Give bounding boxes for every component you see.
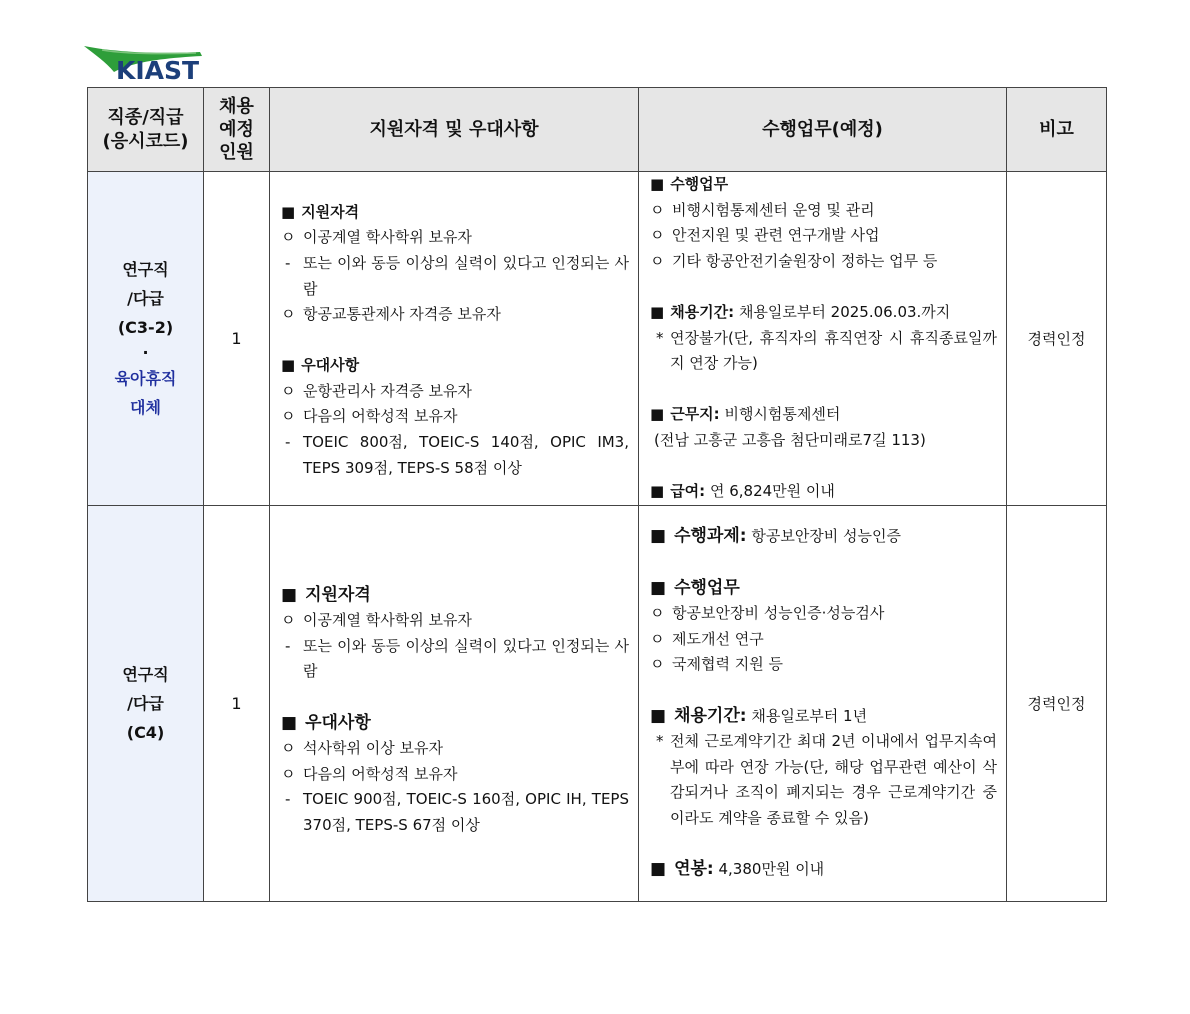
list-item-text: 또는 이와 동등 이상의 실력이 있다고 인정되는 사람: [303, 636, 629, 681]
circle-bullet-icon: ㅇ: [650, 604, 665, 623]
task-value: 항공보안장비 성능인증: [751, 527, 902, 546]
circle-bullet-icon: ㅇ: [281, 305, 296, 324]
qualification-heading-text: 지원자격: [301, 202, 360, 221]
square-bullet-icon: ■: [650, 526, 667, 547]
square-bullet-icon: ■: [281, 712, 298, 733]
list-item-text: 기타 항공안전기술원장이 정하는 업무 등: [672, 251, 938, 270]
pay-value: 연 6,824만원 이내: [709, 482, 835, 501]
period-value: 채용일로부터 1년: [751, 706, 868, 725]
pay-value: 4,380만원 이내: [718, 860, 825, 879]
table-row: [88, 172, 1107, 506]
place-value: 비행시험통제센터: [724, 405, 841, 424]
duties-cell: [639, 506, 1007, 902]
preference-heading-text: 우대사항: [305, 712, 371, 733]
list-item: [650, 601, 997, 627]
position-title: 연구직: [122, 260, 169, 279]
place-address: (전남 고흥군 고흥읍 첨단미래로7길 113): [654, 431, 926, 450]
list-item: [281, 430, 629, 481]
square-bullet-icon: ■: [281, 202, 296, 221]
circle-bullet-icon: ㅇ: [281, 381, 296, 400]
duties-heading-text: 수행업무: [674, 577, 740, 598]
header-count-line3: 인원: [219, 142, 254, 163]
position-special: 육아휴직: [114, 369, 177, 388]
header-count-line1: 채용: [219, 96, 254, 117]
list-item-text: 이공계열 학사학위 보유자: [303, 611, 472, 630]
position-dot: ·: [142, 343, 149, 362]
qualification-cell: [270, 172, 639, 506]
qualification-heading: [281, 200, 629, 226]
list-item: [650, 627, 997, 653]
dash-bullet-icon: -: [285, 253, 291, 272]
list-item: [281, 251, 629, 302]
list-item: [650, 326, 997, 377]
preference-heading: [281, 353, 629, 379]
table-row: [88, 506, 1107, 902]
note-cell: 경력인정: [1007, 172, 1107, 506]
list-item-text: 이공계열 학사학위 보유자: [303, 228, 472, 247]
qualification-cell: [270, 506, 639, 902]
task-label: 수행과제:: [674, 526, 747, 547]
list-item: [650, 198, 997, 224]
duties-heading: [650, 172, 997, 198]
dash-bullet-icon: -: [285, 790, 291, 809]
position-special-2: 대체: [130, 398, 161, 417]
dash-bullet-icon: -: [285, 433, 291, 452]
circle-bullet-icon: ㅇ: [281, 739, 296, 758]
list-item: [281, 302, 629, 328]
list-item: [650, 729, 997, 831]
qualification-heading: [281, 583, 629, 609]
list-item: [281, 634, 629, 685]
square-bullet-icon: ■: [281, 356, 296, 375]
list-item: [650, 223, 997, 249]
count-cell: 1: [204, 172, 270, 506]
header-duties: 수행업무(예정): [639, 88, 1007, 172]
position-code: (C4): [126, 723, 165, 742]
header-position-line1: 직종/직급: [107, 106, 184, 128]
square-bullet-icon: ■: [650, 175, 665, 194]
period-label: 채용기간:: [670, 303, 735, 322]
header-count-line2: 예정: [219, 119, 254, 140]
dash-bullet-icon: -: [285, 636, 291, 655]
period-note: 연장불가(단, 휴직자의 휴직연장 시 휴직종료일까지 연장 가능): [670, 328, 997, 373]
circle-bullet-icon: ㅇ: [281, 407, 296, 426]
list-item-text: 또는 이와 동등 이상의 실력이 있다고 인정되는 사람: [303, 253, 629, 298]
circle-bullet-icon: ㅇ: [650, 629, 665, 648]
period-value: 채용일로부터 2025.06.03.까지: [738, 303, 951, 322]
list-item: [281, 379, 629, 405]
square-bullet-icon: ■: [650, 859, 667, 880]
list-item: [281, 762, 629, 788]
list-item-text: 다음의 어학성적 보유자: [303, 764, 458, 783]
list-item: [650, 249, 997, 275]
square-bullet-icon: ■: [650, 303, 665, 322]
header-note: 비고: [1007, 88, 1107, 172]
list-item: [281, 225, 629, 251]
preference-heading-text: 우대사항: [301, 356, 360, 375]
period-note: 전체 근로계약기간 최대 2년 이내에서 업무지속여부에 따라 연장 가능(단, 해당 업무관련 예산이 삭감되거나 조직이 폐지되는 경우 근로계약기간 중이라도 계약을 종료할 수 있음): [670, 732, 997, 827]
list-item-text: TOEIC 800점, TOEIC-S 140점, OPIC IM3, TEPS 309점, TEPS-S 58점 이상: [303, 433, 629, 477]
list-item-text: TOEIC 900점, TOEIC-S 160점, OPIC IH, TEPS 370점, TEPS-S 67점 이상: [303, 790, 629, 834]
count-cell: 1: [204, 506, 270, 902]
position-grade: /다급: [127, 289, 164, 308]
employment-period: [650, 300, 997, 326]
header-qualification: 지원자격 및 우대사항: [270, 88, 639, 172]
header-position: [88, 88, 204, 172]
circle-bullet-icon: ㅇ: [281, 764, 296, 783]
circle-bullet-icon: ㅇ: [281, 611, 296, 630]
employment-period: [650, 704, 997, 730]
list-item-text: 제도개선 연구: [672, 629, 764, 648]
pay-label: 연봉:: [674, 859, 714, 880]
list-item: [281, 608, 629, 634]
pay-label: 급여:: [670, 482, 706, 501]
square-bullet-icon: ■: [650, 482, 665, 501]
duties-heading: [650, 576, 997, 602]
position-code: (C3-2): [117, 318, 174, 337]
duties-heading-text: 수행업무: [670, 175, 729, 194]
circle-bullet-icon: ㅇ: [650, 226, 665, 245]
list-item-text: 항공보안장비 성능인증·성능검사: [672, 604, 885, 623]
position-title: 연구직: [122, 665, 169, 684]
list-item-text: 비행시험통제센터 운영 및 관리: [672, 200, 875, 219]
list-item-text: 석사학위 이상 보유자: [303, 739, 443, 758]
circle-bullet-icon: ㅇ: [650, 655, 665, 674]
salary: [650, 479, 997, 505]
list-item: [281, 787, 629, 838]
qualification-heading-text: 지원자격: [305, 584, 371, 605]
header-count: [204, 88, 270, 172]
list-item-text: 다음의 어학성적 보유자: [303, 407, 458, 426]
preference-heading: [281, 711, 629, 737]
list-item-text: 안전지원 및 관련 연구개발 사업: [672, 226, 880, 245]
circle-bullet-icon: ㅇ: [650, 251, 665, 270]
square-bullet-icon: ■: [650, 577, 667, 598]
salary: [650, 857, 997, 883]
position-cell: [88, 506, 204, 902]
table-header-row: [88, 88, 1107, 172]
list-item-text: 항공교통관제사 자격증 보유자: [303, 305, 501, 324]
place-label: 근무지:: [670, 405, 720, 424]
position-grade: /다급: [127, 694, 164, 713]
list-item-text: 국제협력 지원 등: [672, 655, 783, 674]
period-label: 채용기간:: [674, 705, 747, 726]
header-position-line2: (응시코드): [102, 130, 189, 152]
list-item: [281, 736, 629, 762]
asterisk-icon: *: [656, 732, 664, 751]
recruitment-table: [87, 87, 1107, 902]
square-bullet-icon: ■: [281, 584, 298, 605]
duties-cell: [639, 172, 1007, 506]
workplace: [650, 402, 997, 428]
position-cell: [88, 172, 204, 506]
task: [650, 524, 997, 550]
square-bullet-icon: ■: [650, 705, 667, 726]
note-cell: 경력인정: [1007, 506, 1107, 902]
list-item: [650, 652, 997, 678]
list-item: [281, 404, 629, 430]
kiast-logo-text: KIAST: [116, 56, 200, 85]
circle-bullet-icon: ㅇ: [281, 228, 296, 247]
circle-bullet-icon: ㅇ: [650, 200, 665, 219]
list-item-text: 운항관리사 자격증 보유자: [303, 381, 472, 400]
asterisk-icon: *: [656, 328, 664, 347]
square-bullet-icon: ■: [650, 405, 665, 424]
